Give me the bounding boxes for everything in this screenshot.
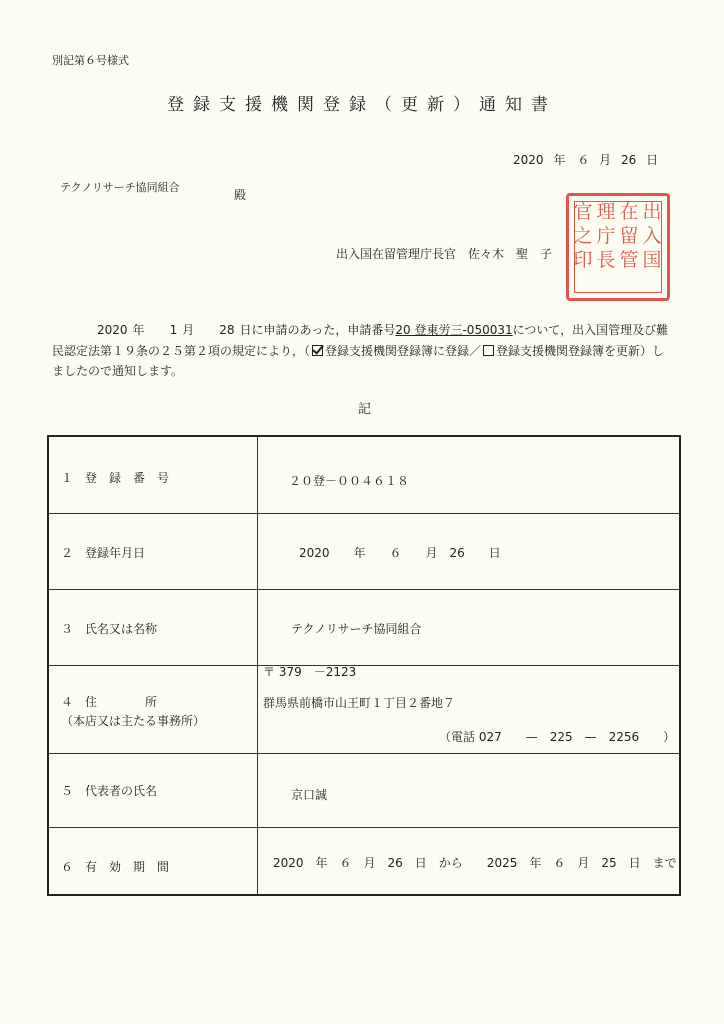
notice-body: [52, 320, 676, 382]
application-year: 2020: [97, 323, 128, 337]
application-number: 20 登東労三-050031: [395, 323, 513, 337]
application-day: 28: [219, 323, 235, 337]
table-row-name: [49, 589, 679, 666]
option-renew-label: 登録支援機関登録簿を更新）しましたので通知します。: [52, 343, 665, 378]
body-text-a: 日に申請のあった，申請番号: [239, 323, 396, 337]
option-register-label: 登録支援機関登録簿に登録／: [325, 343, 482, 358]
recipient-name: テクノリサーチ協同組合: [60, 181, 180, 194]
seal-column-4: 官之印: [573, 201, 593, 271]
application-month-suffix: 月: [182, 323, 195, 337]
registration-details-table: [47, 435, 681, 896]
row-value: ２０登－００４６１８: [289, 474, 410, 488]
row-value: 2020 年 ６ 月 26 日 から 2025 年 ６ 月 25 日 まで: [273, 856, 677, 870]
row-label: ３ 氏名又は名称: [61, 622, 158, 636]
table-row-validity-period: [49, 827, 679, 895]
row-label: ２ 登録年月日: [61, 546, 146, 560]
application-month: 1: [169, 323, 178, 337]
row-label: １ 登 録 番 号: [61, 471, 170, 485]
table-row-registration-date: [49, 513, 679, 590]
table-row-address: [49, 665, 679, 754]
table-row-representative: [49, 753, 679, 828]
row-label: ４ 住 所: [61, 695, 158, 709]
seal-column-1: 出入国: [642, 201, 662, 271]
form-number: 別記第６号様式: [52, 54, 129, 67]
table-row-registration-number: [49, 437, 679, 513]
application-year-suffix: 年: [132, 323, 145, 337]
row-value: 京口誠: [291, 788, 328, 802]
issuer-name: 出入国在留管理庁長官 佐々木 聖 子: [336, 247, 553, 261]
document-title: 登録支援機関登録（更新）通知書: [167, 95, 557, 115]
postal-code: 〒 379 －2123: [263, 665, 357, 679]
row-sublabel: （本店又は主たる事務所）: [61, 714, 206, 728]
renew-checkbox-unchecked: [483, 345, 494, 356]
seal-column-2: 在留管: [619, 201, 639, 271]
body-text-b: について，出入国管理及び難民認定法第１９条の２５第２項の規定により，（: [52, 323, 669, 358]
recipient-honorific: 殿: [234, 188, 247, 202]
issue-date: 2020 年 ６ 月 26 日: [513, 153, 659, 167]
row-label: ５ 代表者の氏名: [61, 784, 158, 798]
row-label: ６ 有 効 期 間: [61, 860, 170, 874]
official-seal-stamp: [566, 193, 670, 301]
row-value: テクノリサーチ協同組合: [291, 622, 422, 636]
register-checkbox-checked: [312, 345, 323, 356]
ki-heading: 記: [358, 402, 372, 417]
row-value: 2020 年 ６ 月 26 日: [299, 546, 501, 560]
seal-column-3: 理庁長: [596, 201, 616, 271]
phone-number: （電話 027 — 225 — 2256 ）: [439, 730, 676, 744]
address-line: 群馬県前橋市山王町１丁目２番地７: [263, 696, 456, 710]
